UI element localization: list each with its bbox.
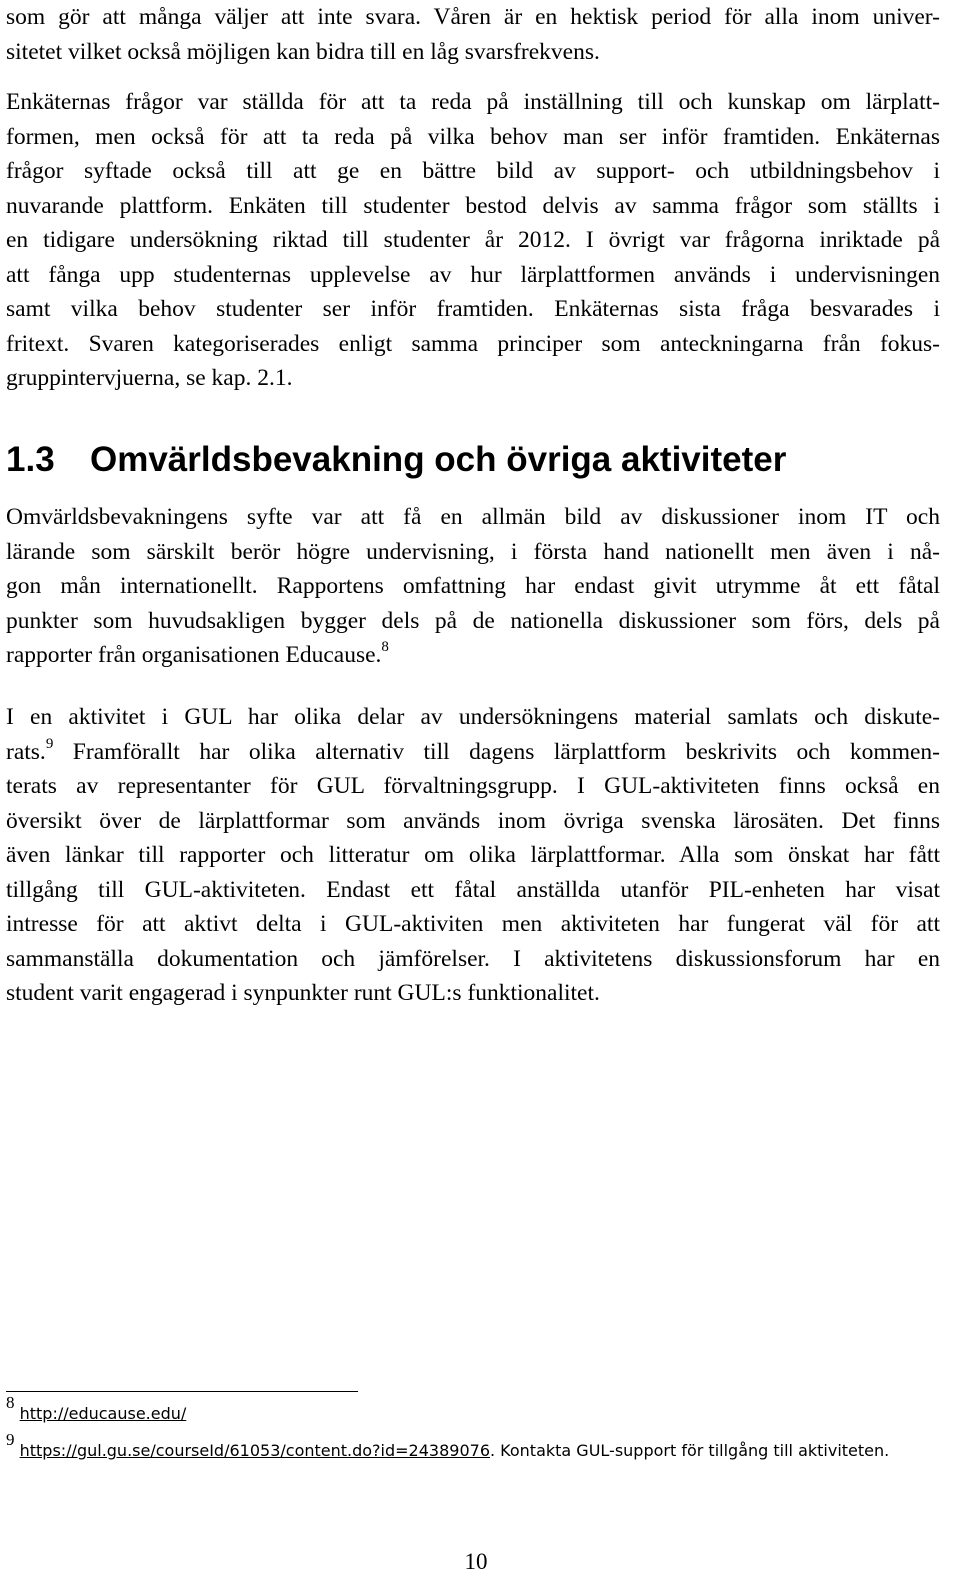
text-line: sammanställa dokumentation och jämförelser. I aktivitetens diskussionsforum har en (6, 945, 940, 972)
footnote-text: . Kontakta GUL-support för tillgång till aktiviteten. (490, 1441, 890, 1460)
footnote-reference[interactable]: 8 (381, 639, 389, 655)
text-line: en tidigare undersökning riktad till studenter år 2012. I övrigt var frågorna inriktade på (6, 227, 940, 253)
text-line: terats av representanter för GUL förvaltningsgrupp. I GUL-aktiviteten finns också en (6, 773, 940, 799)
text-line: I en aktivitet i GUL har olika delar av undersökningens material samlats och diskute- (6, 704, 940, 730)
text-line: Omvärldsbevakningens syfte var att få en allmän bild av diskussioner inom IT och (6, 504, 940, 530)
paragraph-environment-scan (6, 500, 940, 673)
section-number: 1.3 (6, 440, 55, 479)
footnote-link[interactable]: https://gul.gu.se/courseId/61053/content.do?id=24389076 (19, 1441, 490, 1460)
text-line: som gör att många väljer att inte svara. Våren är en hektisk period för alla inom univer- (6, 4, 940, 30)
footnote-separator (6, 1391, 358, 1392)
footnote-marker: 9 (6, 1430, 15, 1449)
footnote-9 (6, 1430, 940, 1463)
text-fragment: Framförallt har olika alternativ till dagens lärplattform beskrivits och kommen- (53, 738, 940, 765)
text-line: gon mån internationellt. Rapportens omfattning har endast givit utrymme åt ett fåtal (6, 573, 940, 599)
text-line (6, 638, 940, 673)
footnote-marker: 8 (6, 1393, 15, 1412)
text-line: tillgång till GUL-aktiviteten. Endast ett fåtal anställda utanför PIL-enheten har visat (6, 876, 940, 903)
footnote-link[interactable]: http://educause.edu/ (19, 1404, 187, 1423)
section-title: Omvärldsbevakning och övriga aktiviteter (90, 440, 787, 479)
text-line: lärande som särskilt berör högre undervisning, i första hand nationellt men även i nå- (6, 538, 940, 565)
section-heading (6, 434, 786, 486)
paragraph-gul-activity (6, 700, 940, 1011)
footnote-8 (6, 1393, 940, 1425)
text-line (6, 735, 940, 770)
text-line: formen, men också för att ta reda på vilka behov man ser inför framtiden. Enkäternas (6, 123, 940, 150)
text-line: fritext. Svaren kategoriserades enligt samma principer som anteckningarna från fokus- (6, 330, 940, 357)
text-line: nuvarande plattform. Enkäten till studenter bestod delvis av samma frågor som ställts i (6, 192, 940, 219)
text-line: frågor syftade också till att ge en bättre bild av support- och utbildningsbehov i (6, 158, 940, 184)
text-fragment: rapporter från organisationen Educause. (6, 642, 382, 668)
text-line: att fånga upp studenternas upplevelse av hur lärplattformen används i undervisningen (6, 261, 940, 288)
text-line: Enkäternas frågor var ställda för att ta reda på inställning till och kunskap om lärplatt- (6, 89, 940, 115)
page-number: 10 (464, 1549, 488, 1574)
text-line: samt vilka behov studenter ser inför framtiden. Enkäternas sista fråga besvarades i (6, 296, 940, 322)
text-line: gruppintervjuerna, se kap. 2.1. (6, 365, 293, 391)
text-line: punkter som huvudsakligen bygger dels på de nationella diskussioner som förs, dels på (6, 607, 940, 634)
footnote-reference[interactable]: 9 (45, 735, 54, 752)
text-line: sitetet vilket också möjligen kan bidra till en låg svarsfrekvens. (6, 38, 600, 65)
paragraph-survey-response (6, 0, 940, 69)
text-line: översikt över de lärplattformar som används inom övriga svenska lärosäten. Det finns (6, 807, 940, 834)
paragraph-survey-questions (6, 85, 940, 396)
text-fragment: rats. (6, 738, 46, 765)
text-line: även länkar till rapporter och litteratur om olika lärplattformar. Alla som önskat har fått (6, 842, 940, 868)
text-line: student varit engagerad i synpunkter runt GUL:s funktionalitet. (6, 980, 600, 1006)
text-line: intresse för att aktivt delta i GUL-aktiviten men aktiviteten har fungerat väl för att (6, 911, 940, 937)
